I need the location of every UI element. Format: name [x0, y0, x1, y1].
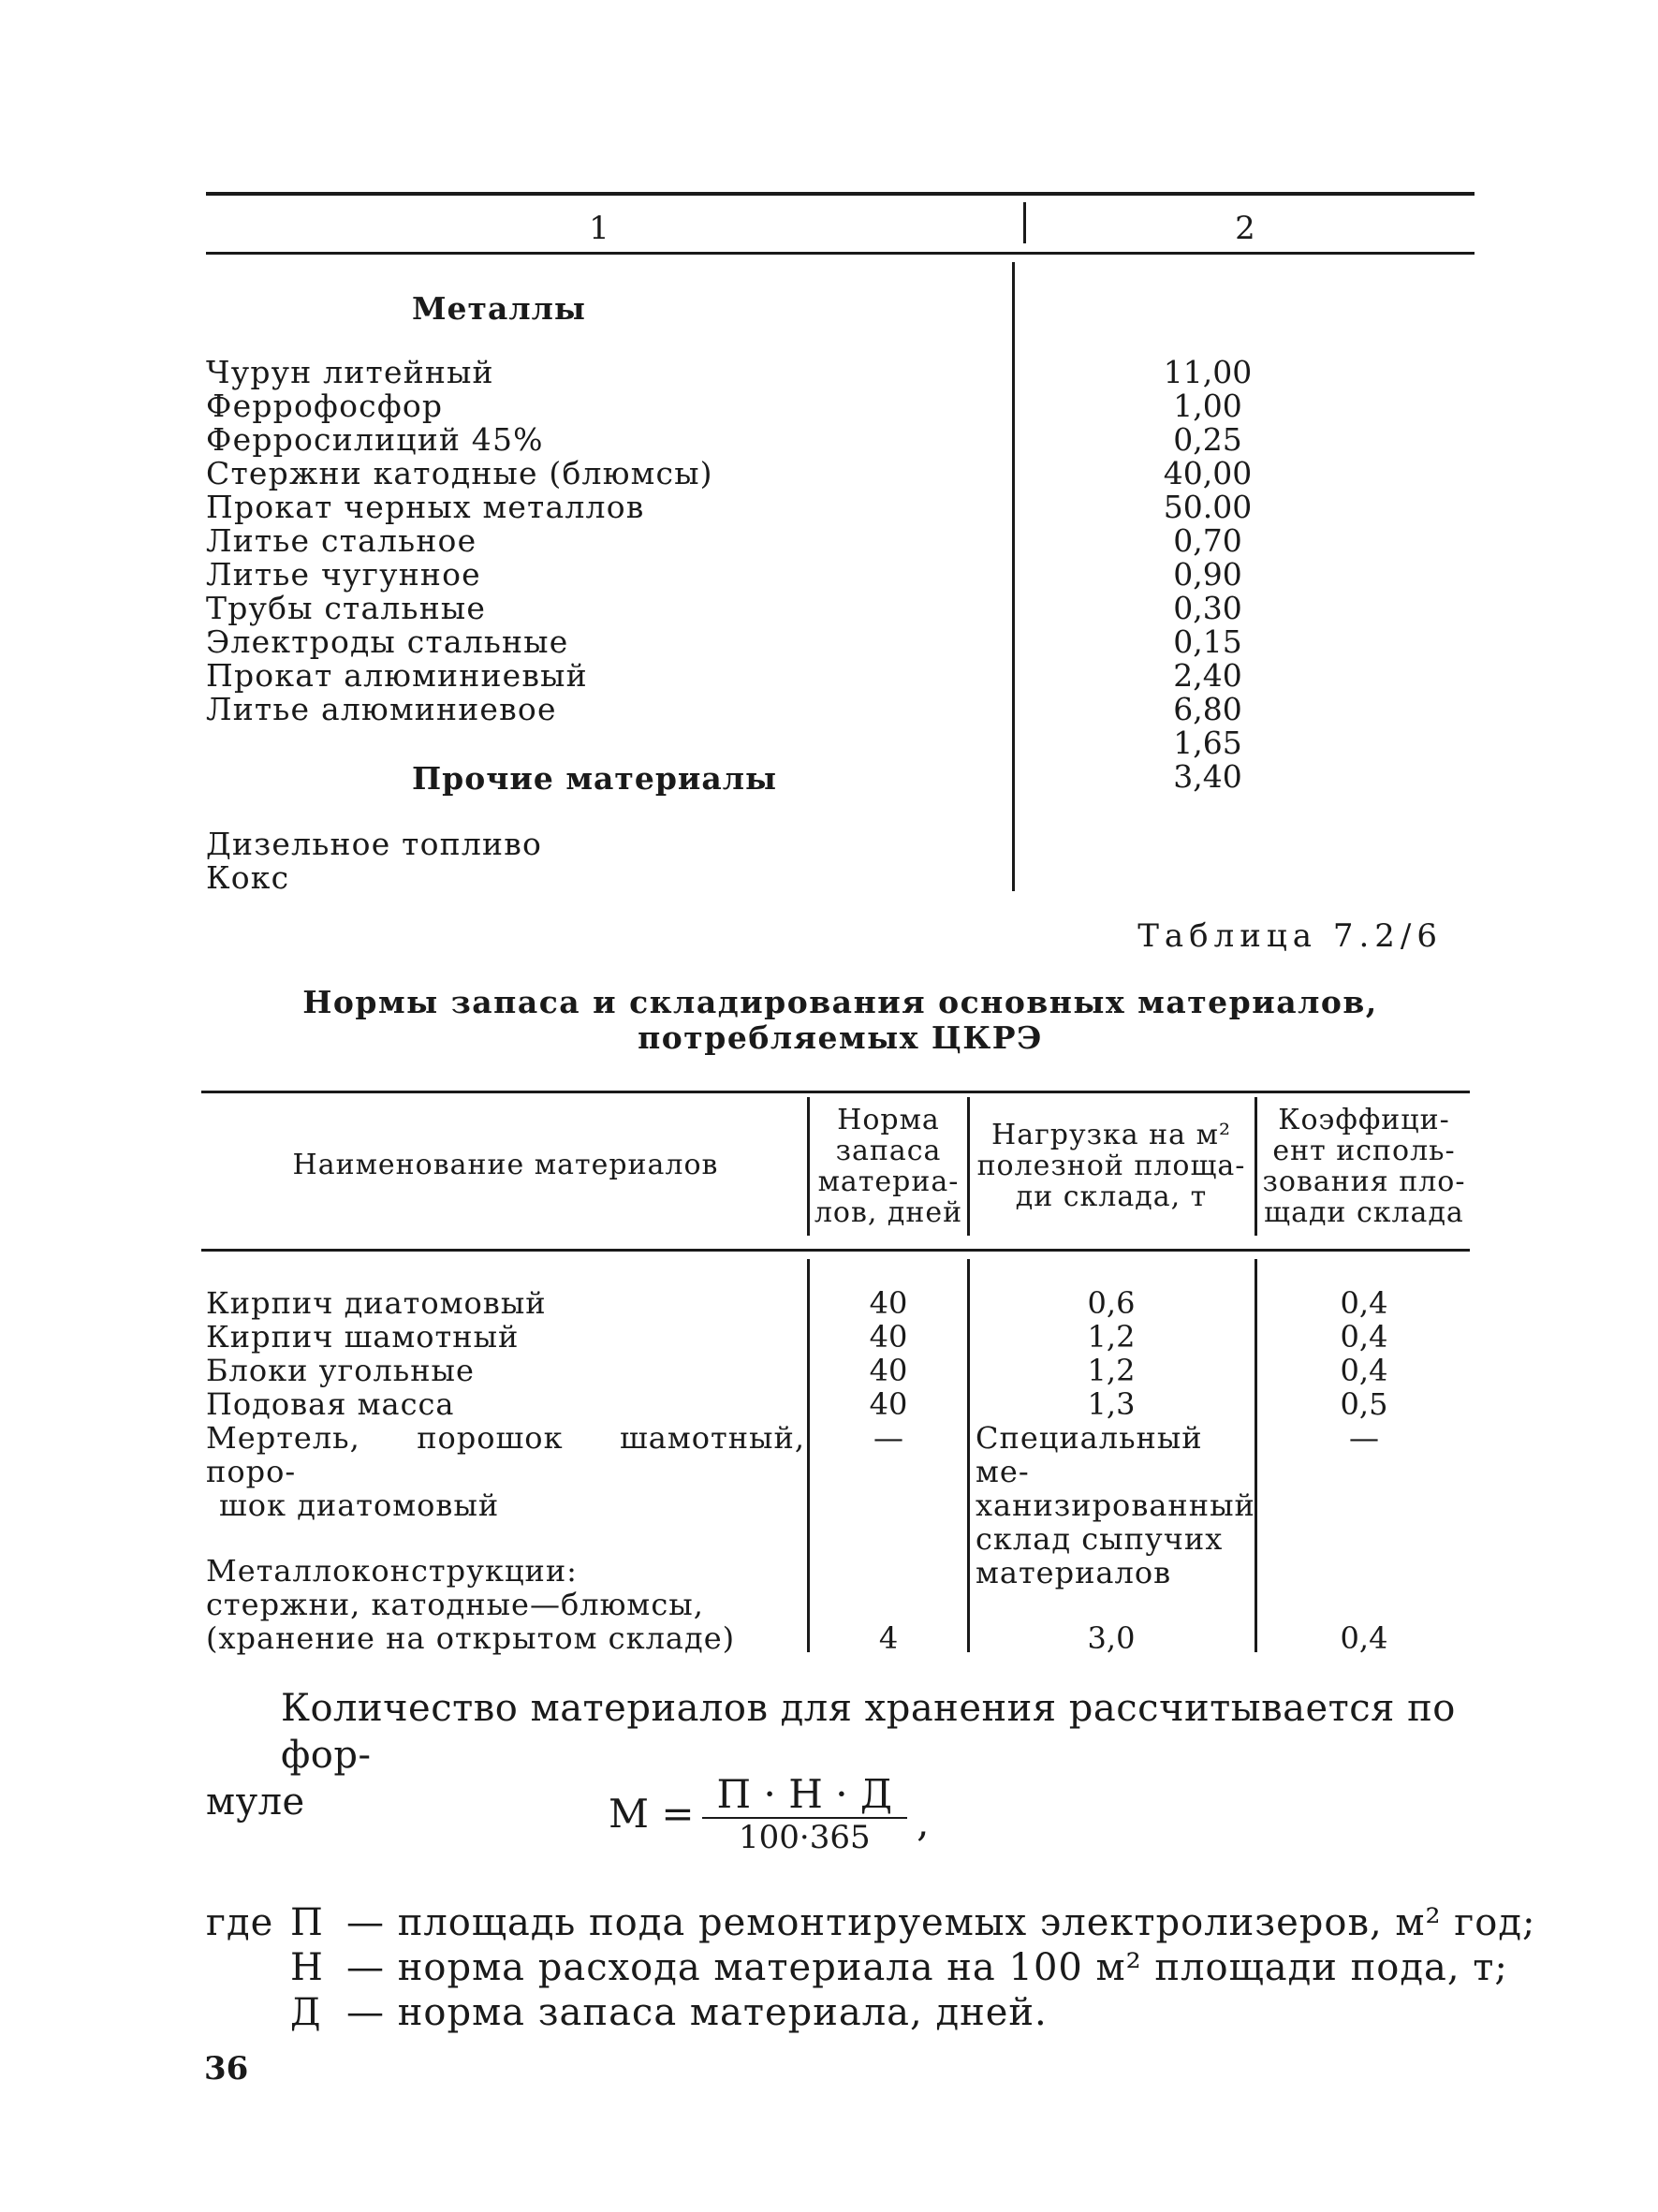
- table-top-rule: [206, 192, 1475, 196]
- list-item: Электроды стальные: [206, 623, 569, 660]
- list-item: Кокс: [206, 859, 290, 896]
- header-norm: Норма запаса материа- лов, дней: [814, 1104, 963, 1229]
- load-cell: 3,0: [1087, 1620, 1136, 1656]
- formula-denominator: 100·365: [739, 1819, 871, 1856]
- column-header-1: 1: [589, 210, 609, 247]
- value-cell: 40,00: [1163, 455, 1253, 491]
- table-header-rule: [201, 1249, 1470, 1252]
- section-title-other: Прочие материалы: [412, 760, 778, 797]
- table-row-metalwork: Металлоконструкции: стержни, катодные—блюмсы, (хранение на открытом складе): [206, 1553, 736, 1656]
- column-header-2: 2: [1235, 210, 1255, 247]
- metals-list: [206, 356, 713, 726]
- table-title-line-2: потребляемых ЦКРЭ: [638, 1019, 1043, 1056]
- table-row: Кирпич диатомовый: [206, 1285, 547, 1321]
- list-item: Стержни катодные (блюмсы): [206, 455, 713, 491]
- list-item: Литье чугунное: [206, 556, 481, 593]
- norm-cell: 40: [869, 1386, 908, 1422]
- formula-numerator: П · Н · Д: [716, 1771, 893, 1817]
- coef-cell: —: [1349, 1420, 1379, 1456]
- header-load: Нагрузка на м² полезной площа- ди склада, т: [976, 1119, 1246, 1213]
- table-row: Мертель, порошок шамотный, поро-: [206, 1420, 805, 1489]
- table-row: Блоки угольные: [206, 1353, 475, 1388]
- norm-cell: 4: [878, 1620, 899, 1656]
- table-row: Кирпич шамотный: [206, 1319, 520, 1355]
- formula-lhs: М =: [609, 1791, 695, 1837]
- list-item: Прокат черных металлов: [206, 489, 645, 525]
- definition-row: где П — площадь пода ремонтируемых электролизеров, м² год;: [206, 1901, 1536, 1944]
- load-cell: 0,6: [1087, 1285, 1136, 1321]
- norm-cell: 40: [869, 1319, 908, 1355]
- table-row-continuation: шок диатомовый: [219, 1487, 500, 1523]
- table-top-rule: [201, 1091, 1470, 1093]
- list-item: Феррофосфор: [206, 388, 444, 424]
- norm-cell: 40: [869, 1353, 908, 1388]
- value-cell: 2,40: [1173, 657, 1242, 694]
- paragraph-line: Количество материалов для хранения рассчитывается по фор-: [281, 1687, 1456, 1777]
- norm-cell: 40: [869, 1285, 908, 1321]
- load-cell: 1,2: [1087, 1353, 1136, 1388]
- values-list: [1114, 356, 1301, 794]
- paragraph-line: муле: [206, 1780, 305, 1824]
- table-header-rule: [206, 252, 1475, 255]
- value-cell: 1,00: [1173, 388, 1242, 424]
- table-caption: Таблица 7.2/6: [1137, 917, 1443, 955]
- value-cell: 6,80: [1173, 691, 1242, 727]
- load-cell: 1,2: [1087, 1319, 1136, 1355]
- definition-row: Н — норма расхода материала на 100 м² площади пода, т;: [290, 1946, 1508, 1989]
- value-cell: 0,30: [1173, 590, 1242, 626]
- coef-cell: 0,4: [1340, 1319, 1388, 1355]
- header-name: Наименование материалов: [292, 1149, 719, 1181]
- table-body-norms: [810, 1286, 967, 1455]
- table-title: [206, 985, 1475, 1056]
- table-body-names: [206, 1286, 805, 1522]
- table-body-coefs: [1257, 1286, 1471, 1455]
- list-item: Прокат алюминиевый: [206, 657, 588, 694]
- coef-cell: 0,4: [1340, 1620, 1388, 1656]
- list-item: Чурун литейный: [206, 354, 494, 390]
- list-item: Ферросилиций 45%: [206, 421, 544, 458]
- table-title-line-1: Нормы запаса и складирования основных материалов,: [302, 984, 1378, 1020]
- list-item: Дизельное топливо: [206, 826, 543, 862]
- list-item: Литье алюминиевое: [206, 691, 557, 727]
- load-cell-text: ханизированный: [976, 1487, 1255, 1523]
- header-column-divider: [1023, 202, 1026, 243]
- value-cell: 0,90: [1173, 556, 1242, 593]
- formula-fraction: [702, 1771, 908, 1856]
- coef-cell: 0,4: [1340, 1353, 1388, 1388]
- formula: [609, 1771, 929, 1856]
- load-cell-text: Специальный ме-: [976, 1420, 1203, 1489]
- list-item: Литье стальное: [206, 522, 477, 559]
- value-cell: 0,25: [1173, 421, 1242, 458]
- norm-cell: —: [873, 1420, 903, 1456]
- value-cell: 11,00: [1163, 354, 1253, 390]
- table-body-loads: [970, 1286, 1253, 1589]
- load-cell-text: материалов: [976, 1555, 1172, 1590]
- other-list: [206, 828, 542, 895]
- value-cell: 0,70: [1173, 522, 1242, 559]
- list-item: Трубы стальные: [206, 590, 487, 626]
- value-cell: 0,15: [1173, 623, 1242, 660]
- page-number: 36: [204, 2050, 249, 2087]
- value-cell: 3,40: [1173, 758, 1242, 795]
- load-cell-text: склад сыпучих: [976, 1521, 1224, 1557]
- definition-row: Д — норма запаса материала, дней.: [290, 1991, 1048, 2034]
- load-cell: 1,3: [1087, 1386, 1136, 1422]
- coef-cell: 0,4: [1340, 1285, 1388, 1321]
- body-column-divider: [1012, 262, 1015, 891]
- definitions: [206, 1900, 1535, 2035]
- value-cell: 1,65: [1173, 725, 1242, 761]
- section-title-metals: Металлы: [412, 290, 586, 327]
- coef-cell: 0,5: [1340, 1386, 1388, 1422]
- formula-trail: ,: [917, 1799, 930, 1845]
- value-cell: 50.00: [1163, 489, 1253, 525]
- table-row: Подовая масса: [206, 1386, 455, 1422]
- header-coef: Коэффици- ент исполь- зования пло- щади склада: [1262, 1104, 1466, 1229]
